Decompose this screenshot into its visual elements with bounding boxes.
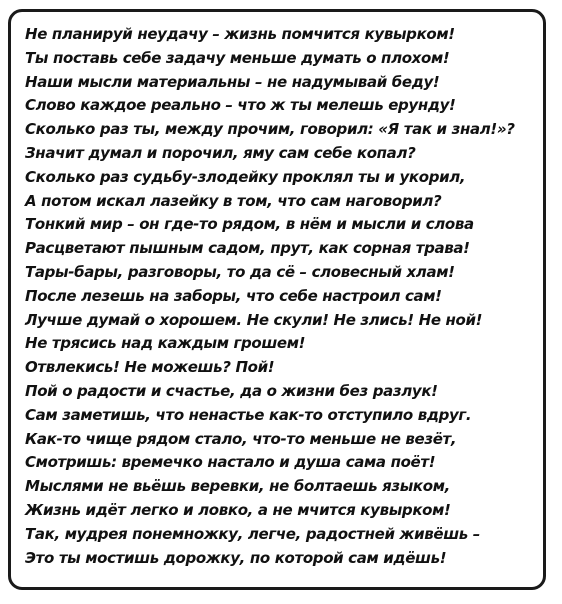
poem-line: Не планируй неудачу – жизнь помчится кувырком!	[25, 25, 455, 43]
poem-text	[25, 23, 537, 570]
poem-line: Лучше думай о хорошем. Не скули! Не злись! Не ной!	[25, 310, 483, 329]
poem-card	[8, 9, 546, 590]
poem-line: Отвлекись! Не можешь? Пой!	[25, 358, 275, 377]
poem-line: Пой о радости и счастье, да о жизни без разлук!	[25, 381, 438, 400]
poem-line: Не трясись над каждым грошем!	[25, 334, 306, 353]
poem-line: Так, мудрея понемножку, легче, радостней живёшь –	[25, 524, 480, 543]
poem-line: После лезешь на заборы, что себе настроил сам!	[25, 286, 442, 305]
poem-line: Наши мысли материальны – не надумывай беду!	[25, 72, 440, 91]
poem-line: Мыслями не вьёшь веревки, не болтаешь языком,	[25, 477, 450, 496]
poem-line: Тонкий мир – он где-то рядом, в нём и мысли и слова	[25, 215, 474, 234]
poem-line: Значит думал и порочил, яму сам себе копал?	[25, 143, 416, 162]
poem-line: Сколько раз ты, между прочим, говорил: «Я так и знал!»?	[25, 120, 515, 139]
poem-line: Сколько раз судьбу-злодейку проклял ты и укорил,	[25, 167, 466, 186]
poem-line: Смотришь: времечко настало и душа сама поёт!	[25, 453, 436, 472]
poem-line: Тары-бары, разговоры, то да сё – словесный хлам!	[25, 262, 455, 281]
poem-line: Слово каждое реально – что ж ты мелешь ерунду!	[25, 96, 456, 115]
poem-line: Жизнь идёт легко и ловко, а не мчится кувырком!	[25, 500, 451, 519]
poem-line: Как-то чище рядом стало, что-то меньше не везёт,	[25, 429, 457, 448]
poem-line: Это ты мостишь дорожку, по которой сам идёшь!	[25, 548, 447, 567]
poem-line: А потом искал лазейку в том, что сам наговорил?	[25, 191, 442, 210]
poem-line: Расцветают пышным садом, прут, как сорная трава!	[25, 239, 470, 258]
poem-line: Сам заметишь, что ненастье как-то отступило вдруг.	[25, 405, 472, 424]
poem-line: Ты поставь себе задачу меньше думать о плохом!	[25, 48, 450, 67]
